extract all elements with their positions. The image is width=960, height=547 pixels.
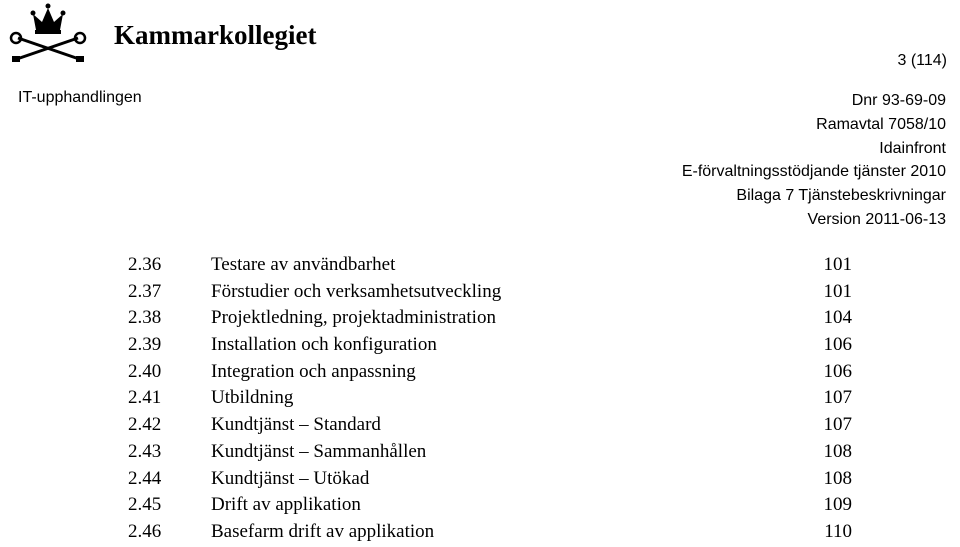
toc-entry[interactable]: [128, 412, 852, 439]
brand-name: Kammarkollegiet: [114, 20, 317, 50]
meta-diary-number: Dnr 93-69-09: [851, 92, 946, 109]
toc-page: 101: [823, 280, 852, 302]
toc-entry[interactable]: [128, 466, 852, 493]
toc-title: Installation och konfiguration: [211, 334, 437, 356]
toc-title: Basefarm drift av applikation: [211, 520, 435, 542]
toc-number: 2.43: [128, 440, 162, 462]
toc-entry[interactable]: [128, 279, 852, 306]
toc-entry[interactable]: [128, 519, 852, 546]
toc-entry[interactable]: [128, 305, 852, 332]
toc-title: Kundtjänst – Standard: [211, 414, 381, 436]
toc-entry[interactable]: [128, 332, 852, 359]
toc-entry[interactable]: [128, 252, 852, 279]
toc-number: 2.46: [128, 520, 162, 542]
toc-number: 2.36: [128, 254, 162, 275]
toc-page: 107: [823, 387, 852, 409]
meta-area: E-förvaltningsstödjande tjänster 2010: [681, 163, 946, 181]
toc-number: 2.41: [128, 387, 162, 409]
toc-page: 109: [823, 494, 852, 516]
meta-supplier: Idainfront: [879, 139, 946, 157]
document-meta: [426, 89, 946, 232]
toc-title: Drift av applikation: [211, 494, 361, 516]
crown-with-crossed-keys-icon: [6, 2, 106, 64]
table-of-contents: [128, 252, 852, 546]
toc-page: 106: [823, 334, 852, 356]
toc-number: 2.37: [128, 280, 162, 302]
toc-page: 106: [823, 360, 852, 382]
toc-number: 2.39: [128, 334, 162, 356]
toc-number: 2.40: [128, 360, 162, 382]
toc-page: 101: [823, 254, 852, 275]
toc-page: 110: [824, 520, 852, 542]
toc-number: 2.42: [128, 414, 162, 436]
toc-title: Projektledning, projektadministration: [211, 307, 496, 329]
toc-number: 2.45: [128, 494, 162, 516]
toc-title: Förstudier och verksamhetsutveckling: [211, 280, 502, 302]
toc-entry[interactable]: [128, 492, 852, 519]
toc-entry[interactable]: [128, 385, 852, 412]
toc-title: Testare av användbarhet: [211, 254, 396, 275]
toc-page: 107: [823, 414, 852, 436]
meta-version: Version 2011-06-13: [807, 210, 946, 228]
toc-title: Kundtjänst – Sammanhållen: [211, 440, 427, 462]
toc-number: 2.38: [128, 307, 162, 329]
toc-title: Integration och anpassning: [211, 360, 416, 382]
toc-title: Utbildning: [211, 387, 294, 409]
toc-number: 2.44: [128, 467, 162, 489]
toc-page: 108: [823, 467, 852, 489]
toc-page: 108: [823, 440, 852, 462]
toc-page: 104: [823, 307, 852, 329]
page-number: 3 (114): [897, 52, 947, 69]
meta-appendix: Bilaga 7 Tjänstebeskrivningar: [736, 187, 946, 205]
toc-entry[interactable]: [128, 359, 852, 386]
toc-title: Kundtjänst – Utökad: [211, 467, 370, 489]
department-name: IT-upphandlingen: [18, 89, 142, 106]
toc-entry[interactable]: [128, 439, 852, 466]
meta-framework-agreement: Ramavtal 7058/10: [816, 115, 946, 133]
